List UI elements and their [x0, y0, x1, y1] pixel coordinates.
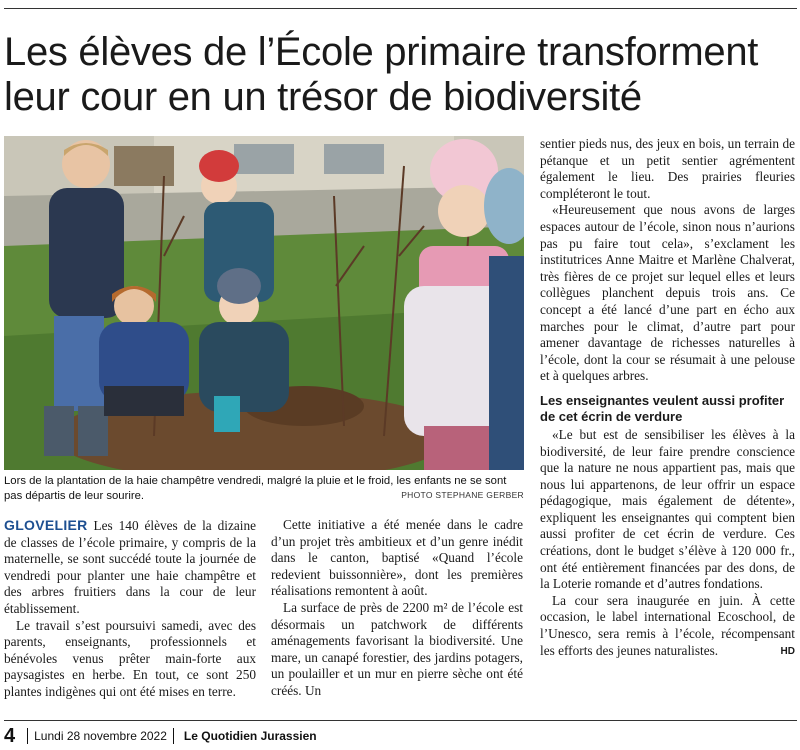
photo-caption: Lors de la plantation de la haie champêtre vendredi, malgré la pluie et le froid, les enfants ne se sont pas départis de leur sourire. — [4, 475, 507, 502]
article-photo — [4, 136, 524, 470]
photo-credit: PHOTO STEPHANE GERBER — [401, 490, 524, 500]
paragraph-4-continued: sentier pieds nus, des jeux en bois, un terrain de pétanque et un petit sentier agrémentent également le lieu. Des prairies fleuries compléteront le tout. — [540, 136, 795, 201]
column-2 — [271, 517, 523, 700]
column-1 — [4, 517, 256, 701]
paragraph-3: Cette initiative a été menée dans le cadre d’un projet très ambitieux et d’un genre inédit dans le canton, baptisé «Quand l’école redevient buissonnière», dont les premières réalisations remontent à août. — [271, 517, 523, 599]
footer-separator — [27, 728, 28, 744]
article-headline: Les élèves de l’École primaire transforment leur cour en un trésor de biodiversité — [4, 30, 759, 119]
lead-location: GLOVELIER — [4, 517, 88, 533]
footer-separator — [173, 728, 174, 744]
paragraph-5: «Heureusement que nous avons de larges espaces autour de l’école, sinon nous n’aurions pas pu faire tout cela», s’exclament les institutrices Anne Maitre et Marlène Chalverat, très fières de ce projet sur lequel elles et leurs collègues planchent depuis trois ans. Ce concept a été lancé d’une part en écho aux marches pour le climat, d’autre part pour amener davantage de richesses naturelles à l’école, dont la cour se résumait à une pelouse et à quelques arbres. — [540, 202, 795, 384]
paragraph-2: Le travail s’est poursuivi samedi, avec des parents, enseignants, professionnels et bénévoles venus prêter main-forte aux paysagistes en herbe. En tout, ce sont 250 plantes indigènes qui ont été mises en terre. — [4, 617, 256, 699]
page-number: 4 — [4, 724, 16, 747]
issue-date: Lundi 28 novembre 2022 — [34, 729, 167, 743]
article-subhead: Les enseignantes veulent aussi profiter de cet écrin de verdure — [540, 392, 785, 424]
page-footer — [4, 724, 317, 748]
column-3 — [540, 136, 795, 660]
paragraph-1 — [4, 517, 256, 618]
paragraph-7-text: La cour sera inaugurée en juin. À cette occasion, le label international Ecoschool, de l’Unesco, sera remis à l’école, récompensant les efforts des jeunes naturalistes. — [540, 592, 795, 658]
paragraph-7 — [540, 593, 795, 659]
paragraph-6: «Le but est de sensibiliser les élèves à la biodiversité, de leur faire prendre conscience que la nature ne nous appartient pas, mais que nous lui appartenons, de leur offrir un espace pédagogique, mais également de détente», expliquent les enseignantes qui comptent bien aussi profiter de cet écrin de verdure. Ces créations, dont le budget s’élève à 120 000 fr., ont été entièrement financées par des dons, de la Loterie romande et d’autres fondations. — [540, 426, 795, 592]
publication-name: Le Quotidien Jurassien — [183, 729, 317, 743]
bottom-rule — [4, 720, 797, 721]
author-signature: HD — [780, 645, 795, 657]
top-rule — [4, 8, 797, 9]
paragraph-1-text: Les 140 élèves de la dizaine de classes de l’école primaire, y compris de la maternelle, se sont succédé toute la journée de vendredi pour planter une haie champêtre et des arbres fruitiers dans la cour de leur établissement. — [4, 518, 256, 616]
paragraph-4: La surface de près de 2200 m² de l’école est désormais un patchwork de différents aménagements favorisant la biodiversité. Une mare, un canapé forestier, des jardins potagers, un poulailler et un mur en pierre sèche ont été créés. Un — [271, 599, 523, 698]
